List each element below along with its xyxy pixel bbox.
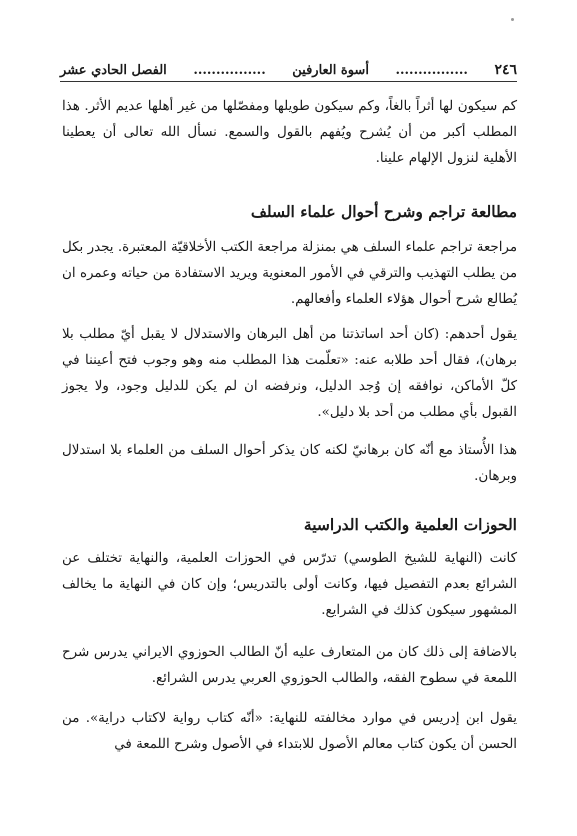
page-number: ٢٤٦ bbox=[494, 62, 517, 78]
paragraph bbox=[62, 235, 517, 313]
paragraph-text: يقول أحدهم: (كان أحد اساتذتنا من أهل البرهان والاستدلال لا يقبل أيّ مطلب بلا برهان)، فقال أحد طلابه عنه: «تعلّمت هذا المطلب منه وهو وجوب فتح أعيننا في كلّ الأماكن، نوافقه إن وُجد الدليل، ونرفضه ان لم يكن للدليل وجود، ولا يجوز القبول بأي مطلب من أحد بلا دليل». bbox=[62, 327, 517, 420]
paragraph bbox=[62, 706, 517, 758]
section-heading bbox=[62, 201, 517, 223]
paragraph bbox=[62, 94, 517, 172]
paragraph-text: بالاضافة إلى ذلك كان من المتعارف عليه أنّ الطالب الحوزوي الايراني يدرس شرح اللمعة في سطوح الفقه، والطالب الحوزوي العربي يدرس الشرائع. bbox=[62, 645, 517, 686]
heading-text: الحوزات العلمية والكتب الدراسية bbox=[303, 515, 517, 534]
book-title: أسوة العارفين bbox=[292, 62, 369, 78]
header-dots-left: ................ bbox=[193, 62, 266, 78]
scan-speck bbox=[511, 18, 514, 21]
paragraph-text: يقول ابن إدريس في موارد مخالفته للنهاية: «أنّه كتاب رواية لاكتاب دراية». من الحسن أن يكون كتاب معالم الأصول للابتداء في الأصول وشرح اللمعة في bbox=[62, 711, 517, 752]
running-header bbox=[60, 62, 517, 82]
paragraph bbox=[62, 640, 517, 692]
paragraph bbox=[62, 322, 517, 426]
chapter-title: الفصل الحادي عشر bbox=[60, 62, 167, 78]
paragraph-text: مراجعة تراجم علماء السلف هي بمنزلة مراجعة الكتب الأخلاقيّة المعتبرة. يجدر بكل من يطلب التهذيب والترقي في الأمور المعنوية ويريد الاستفادة من حياته وعمره ان يُطالع شرح أحوال هؤلاء العلماء وأفعالهم. bbox=[62, 240, 517, 307]
paragraph-text: كانت (النهاية للشيخ الطوسي) تدرّس في الحوزات العلمية، والنهاية تختلف عن الشرائع بعدم التفصيل فيها، وكانت أولى بالتدريس؛ وإن كان في النهاية ما يخالف المشهور سيكون كذلك في الشرايع. bbox=[62, 551, 517, 618]
header-dots-right: ................ bbox=[395, 62, 468, 78]
paragraph bbox=[62, 438, 517, 490]
section-heading bbox=[62, 514, 517, 536]
paragraph bbox=[62, 546, 517, 624]
heading-text: مطالعة تراجم وشرح أحوال علماء السلف bbox=[250, 202, 517, 221]
paragraph-text: كم سيكون لها أثراً بالغاً، وكم سيكون طويلها ومفصّلها من غير أهلها عديم الأثر. هذا المطلب أكبر من أن يُشرح ويُفهم بالقول والسمع. نسأل الله تعالى أن يعطينا الأهلية لنزول الإلهام علينا. bbox=[62, 99, 517, 166]
paragraph-text: هذا الأُستاذ مع أنّه كان برهانيّ لكنه كان يذكر أحوال السلف من العلماء بلا استدلال وبرهان. bbox=[62, 443, 517, 484]
